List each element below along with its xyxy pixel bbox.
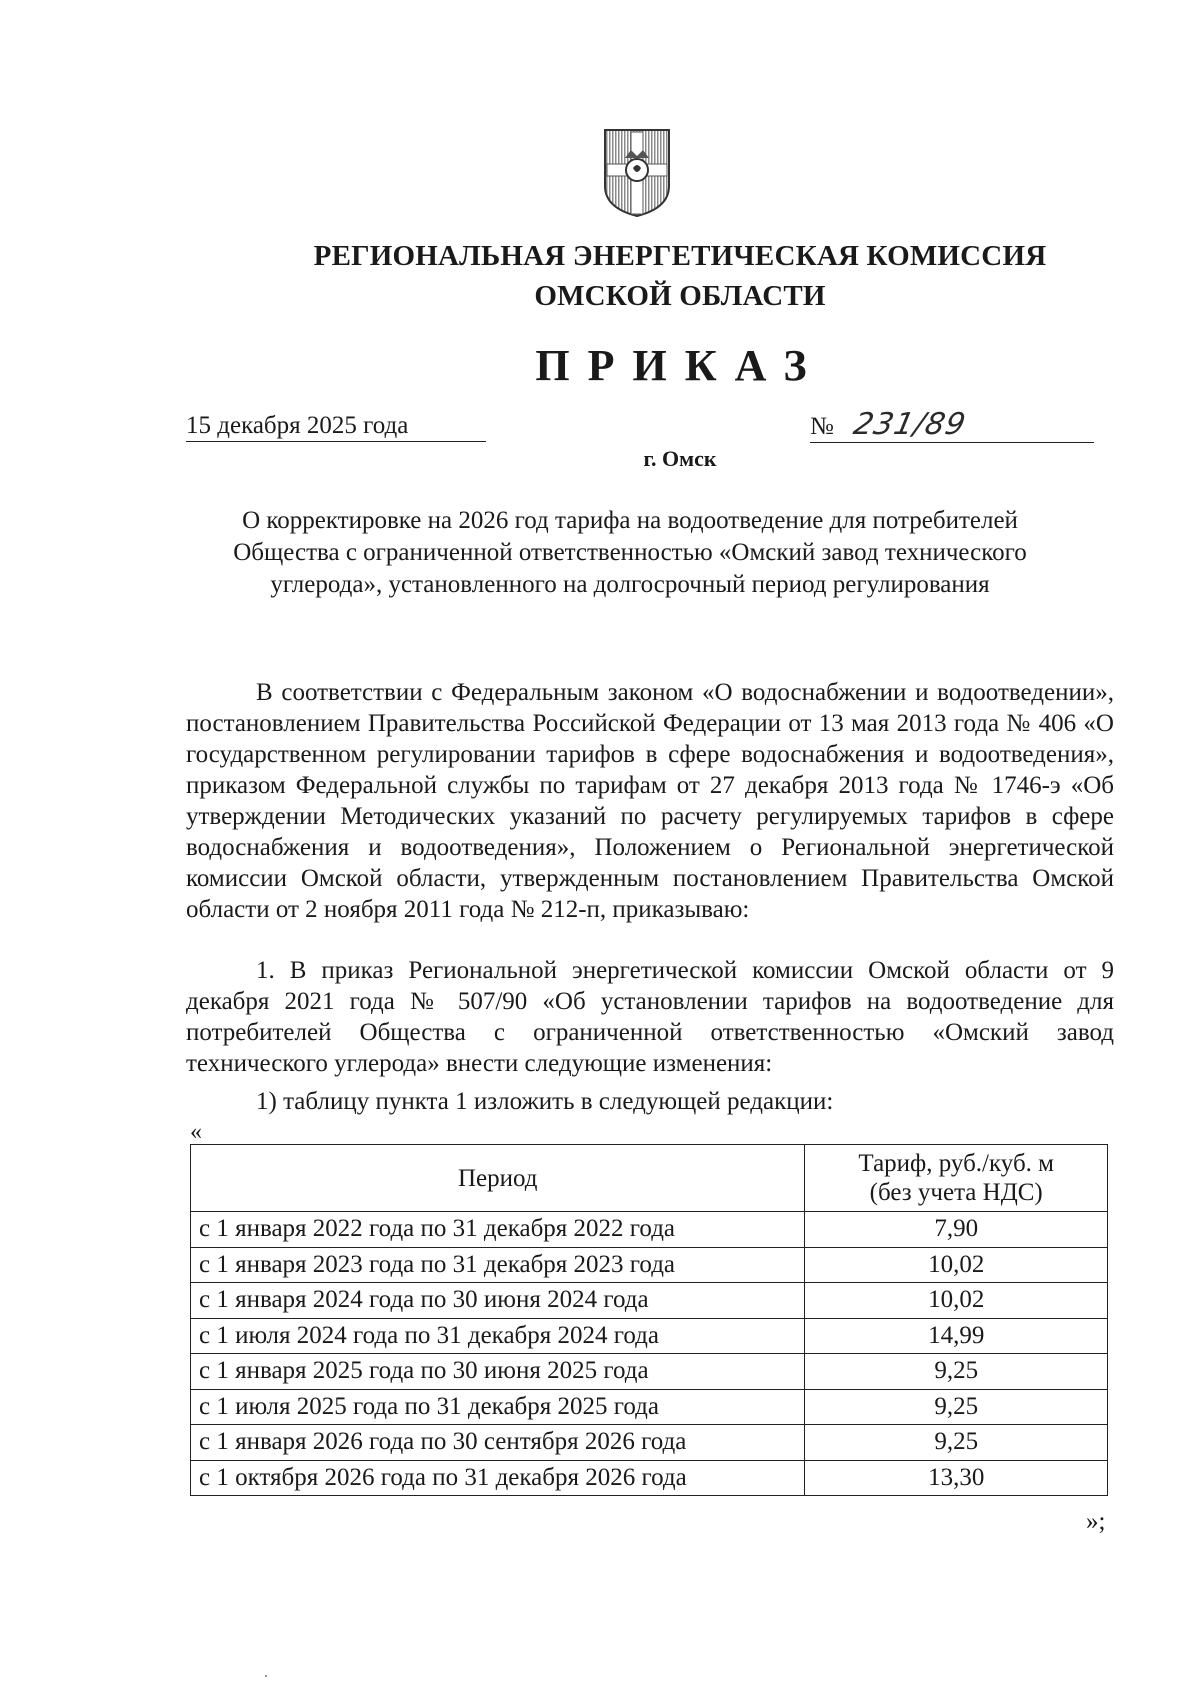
table-row — [191, 1247, 1108, 1283]
coat-of-arms-icon — [603, 128, 671, 218]
row-tariff-value: 10,02 — [805, 1283, 1108, 1319]
row-tariff-value: 13,30 — [805, 1460, 1108, 1496]
scan-speck — [265, 1675, 267, 1677]
header-tariff-line1: Тариф, руб./куб. м — [858, 1150, 1055, 1177]
preamble-paragraph: В соответствии с Федеральным законом «О водоснабжении и водоотведении», постановлением Правительства Российской Федерации от 13 мая 2013 года № 406 «О государственном регулировании тарифов в сфере водоснабжения и водоотведения», приказом Федеральной службы по тарифам от 27 декабря 2013 года № 1746-э «Об утверждении Методических указаний по расчету регулируемых тарифов в сфере водоснабжения и водоотведения», Положением о Региональной энергетической комиссии Омской области, утвержденным постановлением Правительства Омской области от 2 ноября 2011 года № 212-п, приказываю: — [186, 679, 1114, 923]
row-period: с 1 января 2022 года по 31 декабря 2022 года — [191, 1212, 805, 1248]
item-1-paragraph: 1. В приказ Региональной энергетической комиссии Омской области от 9 декабря 2021 года № 507/90 «Об установлении тарифов на водоотведение для потребителей Общества с ограниченной ответственностью «Омский завод технического углерода» внести следующие изменения: — [186, 957, 1114, 1077]
organization-name-line2: ОМСКОЙ ОБЛАСТИ — [534, 280, 826, 312]
row-tariff-value: 10,02 — [805, 1247, 1108, 1283]
table-row — [191, 1425, 1108, 1461]
row-period: с 1 января 2025 года по 30 июня 2025 года — [191, 1354, 805, 1390]
row-period: с 1 июля 2025 года по 31 декабря 2025 года — [191, 1389, 805, 1425]
table-row — [191, 1283, 1108, 1319]
table-row — [191, 1460, 1108, 1496]
row-period: с 1 октября 2026 года по 31 декабря 2026 года — [191, 1460, 805, 1496]
table-row — [191, 1318, 1108, 1354]
header-period: Период — [191, 1145, 805, 1212]
header-tariff — [805, 1145, 1108, 1212]
header-tariff-line2: (без учета НДС) — [869, 1179, 1043, 1206]
row-tariff-value: 9,25 — [805, 1389, 1108, 1425]
document-date: 15 декабря 2025 года — [186, 412, 486, 442]
row-tariff-value: 14,99 — [805, 1318, 1108, 1354]
document-city: г. Омск — [643, 446, 717, 471]
number-sign: № — [810, 413, 834, 440]
tariff-table — [190, 1144, 1108, 1496]
opening-quote: « — [190, 1119, 202, 1145]
closing-quote: »; — [1086, 1508, 1106, 1535]
row-period: с 1 января 2023 года по 31 декабря 2023 года — [191, 1247, 805, 1283]
row-tariff-value: 9,25 — [805, 1354, 1108, 1390]
row-period: с 1 января 2024 года по 30 июня 2024 года — [191, 1283, 805, 1319]
row-period: с 1 июля 2024 года по 31 декабря 2024 года — [191, 1318, 805, 1354]
row-tariff-value: 7,90 — [805, 1212, 1108, 1248]
table-header-row — [191, 1145, 1108, 1212]
handwritten-number: 231/89 — [850, 407, 970, 442]
table-row — [191, 1389, 1108, 1425]
table-row — [191, 1354, 1108, 1390]
row-tariff-value: 9,25 — [805, 1425, 1108, 1461]
table-row — [191, 1212, 1108, 1248]
document-subject: О корректировке на 2026 год тарифа на водоотведение для потребителей Общества с ограниченной ответственностью «Омский завод технического углерода», установленного на долгосрочный период регулирования — [233, 507, 1027, 598]
organization-name-line1: РЕГИОНАЛЬНАЯ ЭНЕРГЕТИЧЕСКАЯ КОМИССИЯ — [313, 240, 1047, 272]
row-period: с 1 января 2026 года по 30 сентября 2026 года — [191, 1425, 805, 1461]
document-type-title: ПРИКАЗ — [535, 341, 825, 390]
document-number — [810, 407, 1094, 443]
item-1-1-paragraph: 1) таблицу пункта 1 изложить в следующей редакции: — [256, 1088, 834, 1115]
